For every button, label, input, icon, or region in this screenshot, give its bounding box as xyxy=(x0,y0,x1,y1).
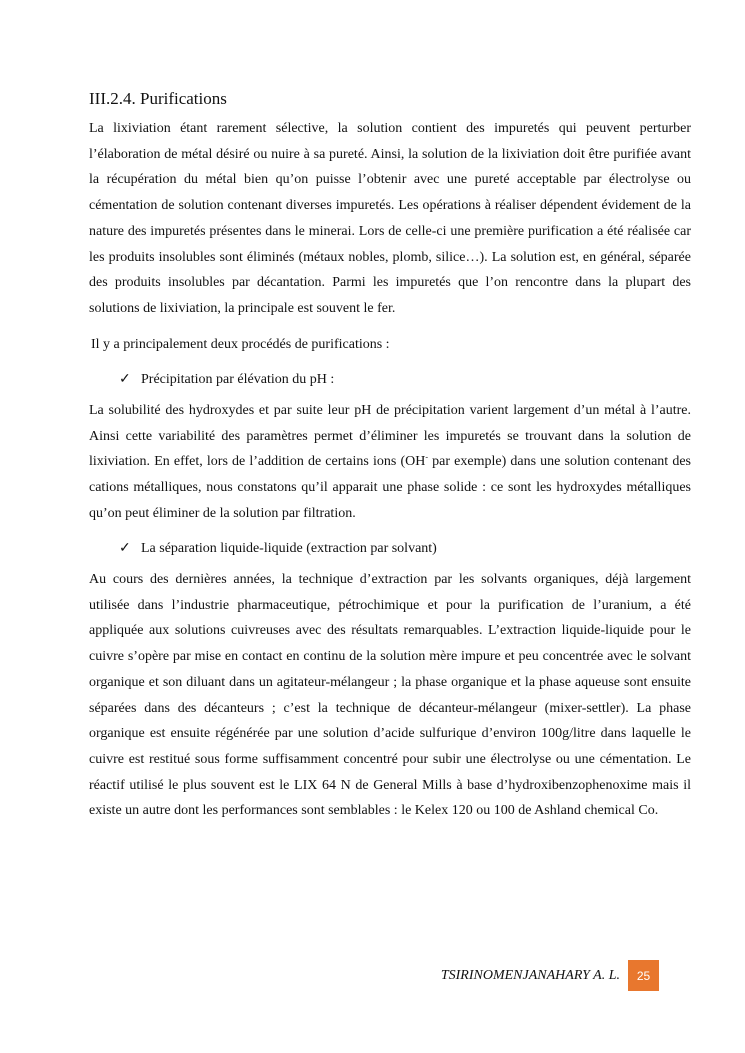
paragraph-hydroxide-solubility xyxy=(89,398,691,527)
bullet-ph-precipitation xyxy=(119,369,334,391)
page-number-badge: 25 xyxy=(628,960,659,991)
checkmark-icon: ✓ xyxy=(119,372,131,387)
bullet-label: Précipitation par élévation du pH : xyxy=(141,372,335,387)
page-footer xyxy=(441,960,659,991)
checkmark-icon: ✓ xyxy=(119,541,131,556)
paragraph-text: La solubilité des hydroxydes et par suite leur pH de précipitation varient largement d’un métal à l’autre. Ainsi cette variabilité des paramètres permet d’éliminer les impuretés se trouvant dans la solution de lixiviation. En effet, lors de l’addition de certains ions (OH xyxy=(89,403,691,470)
section-heading: III.2.4. Purifications xyxy=(89,89,227,108)
footer-author: TSIRINOMENJANAHARY A. L. xyxy=(440,967,620,983)
paragraph-solvent-extraction: Au cours des dernières années, la technique d’extraction par les solvants organiques, déjà largement utilisée dans l’industrie pharmaceutique, pétrochimique et pour la purification de l’uranium, a été appliquée aux solutions cuivreuses avec des résultats remarquables. L’extraction liquide-liquide pour le cuivre s’opère par mise en contact en continu de la solution mère impure et peu concentrée avec le solvant organique et son diluant dans un agitateur-mélangeur ; la phase organique et la phase aqueuse sont ensuite séparées dans des décanteurs ; c’est la technique de décanteur-mélangeur (mixer-settler). La phase organique est ensuite régénérée par une solution d’acide sulfurique d’environ 100g/litre dans laquelle le cuivre est restitué sous forme suffisamment concentré pour subir une électrolyse ou une cémentation. Le réactif utilisé le plus souvent est le LIX 64 N de General Mills à base d’hydroxibenzophenoxime mais il existe un autre dont les performances sont semblables : le Kelex 120 ou 100 de Ashland chemical Co. xyxy=(89,572,691,819)
paragraph-purification-intro: La lixiviation étant rarement sélective, la solution contient des impuretés qui peuvent perturber l’élaboration de métal désiré ou nuire à sa pureté. Ainsi, la solution de la lixiviation doit être purifiée avant la récupération du métal bien qu’on puisse l’obtenir avec une pureté acceptable par électrolyse ou cémentation de solution contenant diverses impuretés. Les opérations à réaliser dépendent évidement de la nature des impuretés présentes dans le minerai. Lors de celle-ci une première purification a été réalisée car les produits insolubles sont éliminés (métaux nobles, plomb, silice…). La solution est, en général, séparée des produits insolubles par décantation. Parmi les impuretés que l’on rencontre dans la plupart des solutions de lixiviation, la principale est souvent le fer. xyxy=(89,121,691,316)
paragraph-procedures-lead: Il y a principalement deux procédés de purifications : xyxy=(91,337,390,352)
paragraph-text: par exemple) dans une solution contenant des cations métalliques, nous constatons qu’il apparait une phase solide : ce sont les hydroxydes métalliques qu’on peut éliminer de la solution par filtration. xyxy=(89,454,691,521)
bullet-label: La séparation liquide-liquide (extraction par solvant) xyxy=(141,541,437,556)
bullet-liquid-liquid-separation xyxy=(119,538,437,560)
superscript-charge: - xyxy=(425,452,428,462)
